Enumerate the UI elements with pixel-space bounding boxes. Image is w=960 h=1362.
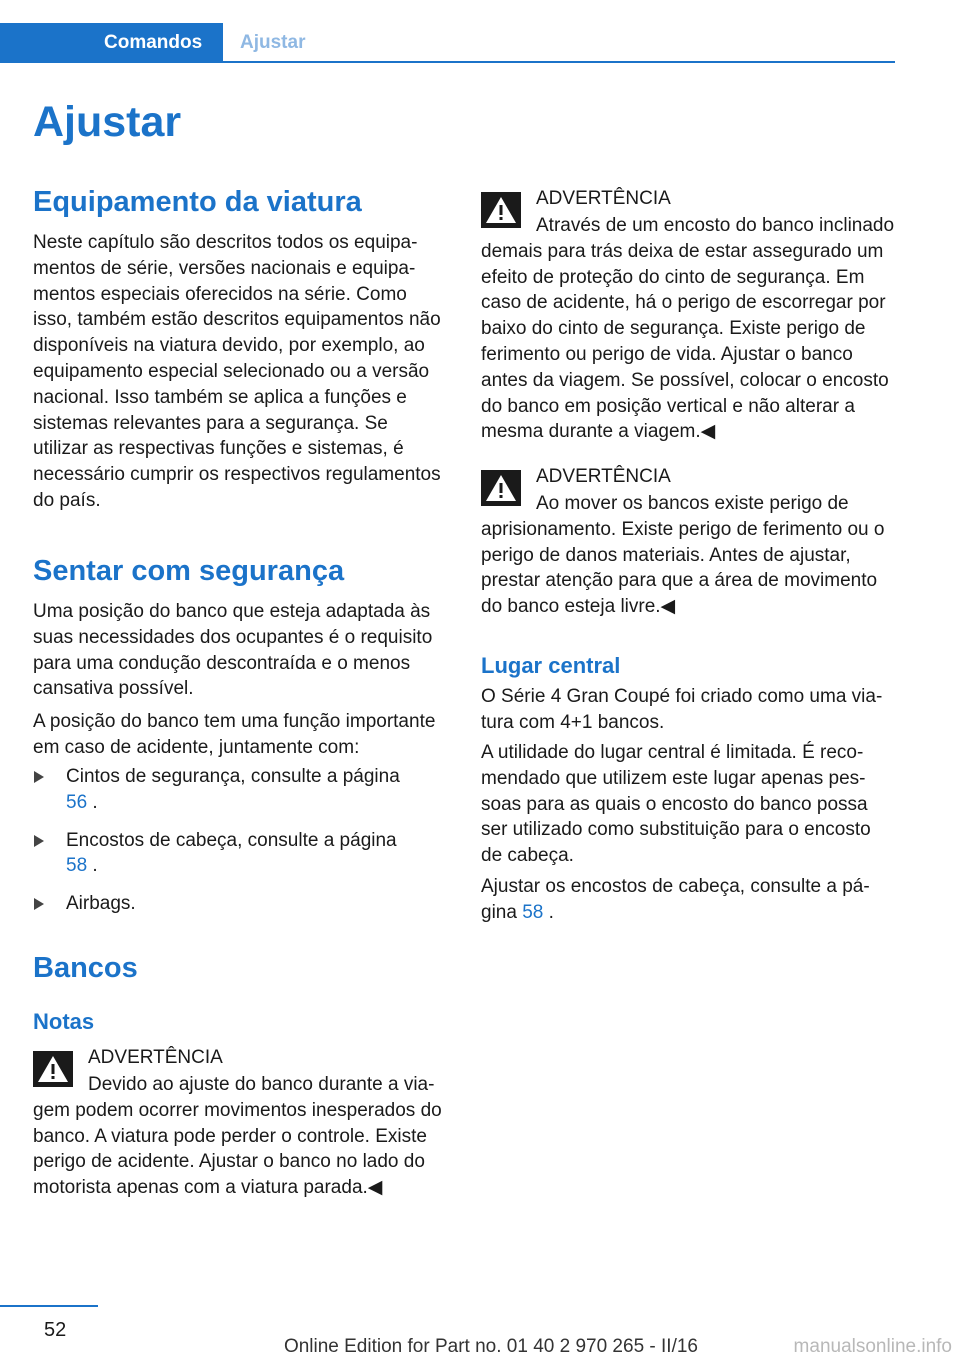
bullet-triangle-icon: [34, 771, 44, 783]
heading-sentar: Sentar com segurança: [33, 555, 345, 587]
footer-rule: [0, 1305, 98, 1307]
footer-edition: Online Edition for Part no. 01 40 2 970 265 - II/16: [283, 1336, 698, 1357]
tab-comandos[interactable]: Comandos: [0, 23, 223, 63]
list-item-text: Cintos de segurança, consulte a página: [66, 766, 400, 787]
heading-bancos: Bancos: [33, 952, 138, 984]
paragraph-sentar-2: A posição do banco tem uma função importante em caso de acidente, juntamente com:: [33, 711, 436, 758]
bullet-triangle-icon: [34, 835, 44, 847]
page-number: 52: [44, 1319, 67, 1341]
list-item: [33, 891, 448, 917]
heading-equipamento: Equipamento da viatura: [33, 186, 362, 218]
safety-list: [33, 764, 448, 929]
paragraph-equipamento: Neste capítulo são descritos todos os equipamentos de série, versões nacionais e equipamentos especiais oferecidos na série. Como isso, também estão descritos equipamentos não disponíveis na viatura devido, por exemplo, ao equipamento especial selecionado ou a versão nacional. Isso também se aplica a funções e sistemas relevantes para a segurança. Se utilizar as respectivas funções e sistemas, é necessário cumprir os respectivos regulamentos do país.: [33, 232, 441, 511]
paragraph-sentar-1: Uma posição do banco que esteja adaptada às suas necessidades dos ocupantes é o requisito para uma condução descontraída e o menos cansativa possível.: [33, 601, 433, 700]
footer-watermark: manualsonline.info: [793, 1336, 952, 1357]
tab-ajustar[interactable]: Ajustar: [240, 32, 306, 53]
paragraph-lugar-1: O Série 4 Gran Coupé foi criado como uma viatura com 4+1 bancos.: [481, 686, 883, 733]
list-item-suffix: .: [87, 855, 98, 877]
bullet-triangle-icon: [34, 898, 44, 910]
list-item-suffix: .: [87, 791, 98, 813]
warning-text: Através de um encosto do banco inclinado demais para trás deixa de estar assegurado um efeito de proteção do cinto de segurança. Em caso de acidente, há o perigo de escorregar por baixo do cinto de segurança. Existe perigo de ferimento ou perigo de vida. Ajustar o banco antes da viagem. Se possível, colocar o encosto do banco em posição vertical e não alterar a mesma durante a viagem.◀: [481, 215, 895, 443]
paragraph-lugar-3-text: Ajustar os encostos de cabeça, consulte a página: [481, 876, 870, 923]
list-item-text: Airbags.: [66, 893, 136, 915]
warning-text: Ao mover os bancos existe perigo de aprisionamento. Existe perigo de ferimento ou o perigo de danos materiais. Antes de ajustar, prestar atenção para que a área de movimento do banco esteja livre.◀: [481, 493, 885, 618]
warning-heading: ADVERTÊNCIA: [88, 1047, 223, 1068]
paragraph-lugar-3-suffix: .: [543, 901, 554, 923]
warning-heading: ADVERTÊNCIA: [536, 466, 671, 487]
paragraph-lugar-3: [481, 874, 896, 926]
page-link-58[interactable]: 58: [522, 901, 544, 923]
list-item-text: Encostos de cabeça, consulte a página: [66, 829, 397, 851]
page-title: Ajustar: [33, 98, 182, 146]
header-rule: [0, 61, 895, 63]
warning-heading: ADVERTÊNCIA: [536, 188, 671, 209]
list-item: [33, 764, 448, 816]
page-link-58[interactable]: 58: [66, 855, 88, 877]
heading-lugar-central: Lugar central: [481, 653, 621, 678]
paragraph-lugar-2: A utilidade do lugar central é limitada. É recomendado que utilizem este lugar apenas pessoas para as quais o encosto do banco possa ser utilizado como substituição para o encosto de cabeça.: [481, 742, 871, 867]
page-header: [0, 23, 895, 63]
list-item: [33, 828, 448, 880]
warning-text: Devido ao ajuste do banco durante a viagem podem ocorrer movimentos inesperados do banco. A viatura pode perder o controle. Existe perigo de acidente. Ajustar o banco no lado do motorista apenas com a viatura parada.◀: [33, 1074, 442, 1199]
heading-notas: Notas: [33, 1009, 95, 1034]
page-link-56[interactable]: 56: [66, 791, 88, 813]
